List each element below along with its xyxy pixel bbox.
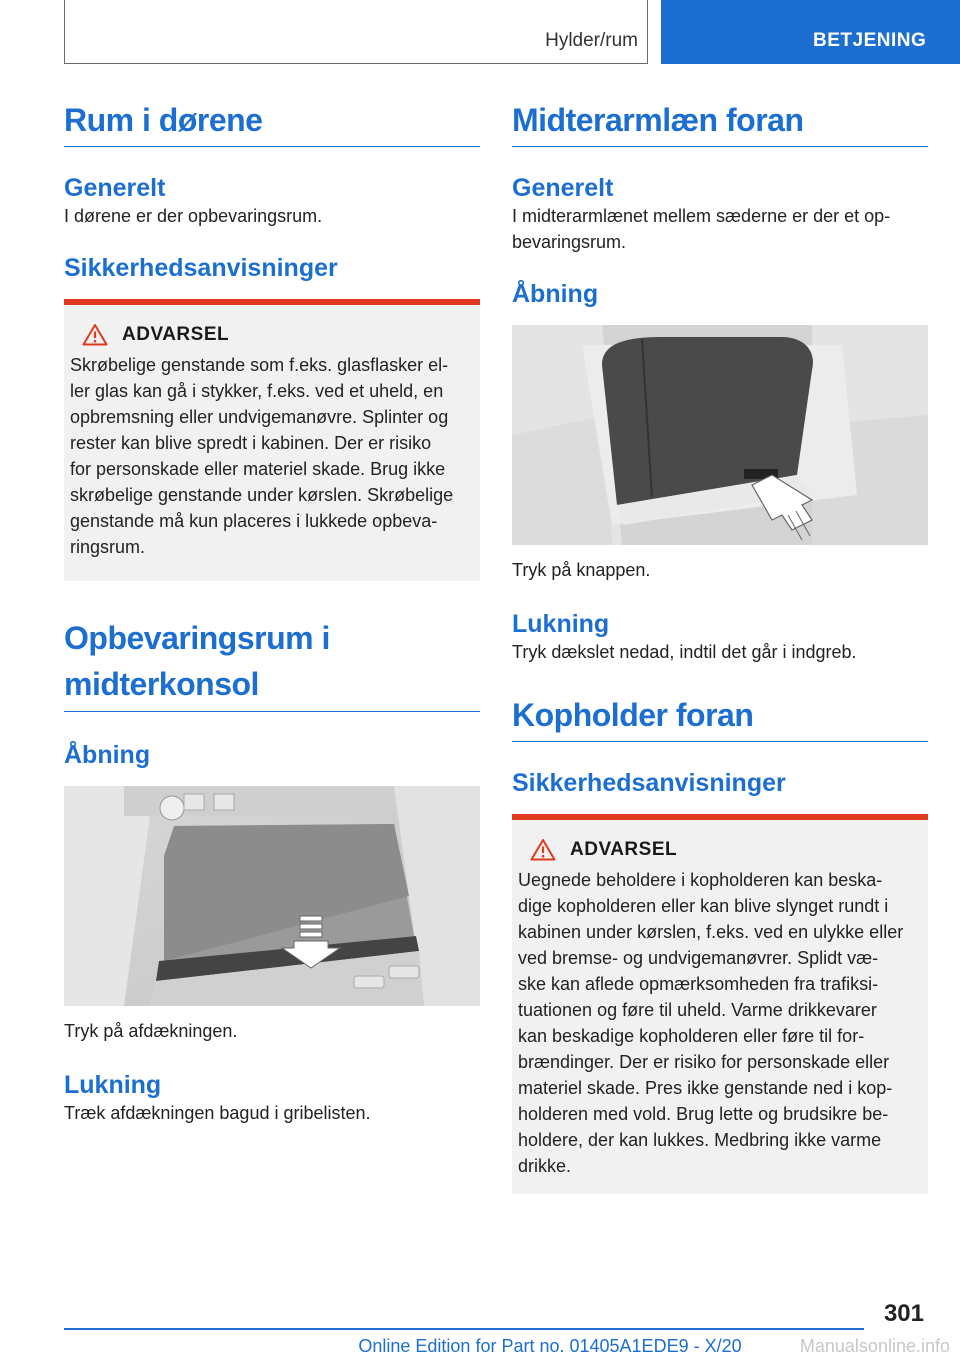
warning-line: ringsrum. (70, 537, 146, 557)
center-console-illustration (64, 786, 480, 1006)
section-title-door-storage: Rum i dørene (64, 100, 480, 147)
warning-box (64, 299, 480, 581)
warning-line: ved bremse- og undvigemanøvrer. Splidt væ- (518, 948, 879, 968)
heading-closing: Lukning (512, 610, 610, 638)
warning-line: kabinen under kørslen, f.eks. ved en ulykke eller (518, 922, 904, 942)
general-text-line: bevaringsrum. (512, 232, 627, 252)
page-number: 301 (883, 1300, 924, 1327)
armrest-illustration (512, 325, 928, 545)
warning-title: ADVARSEL (122, 323, 230, 345)
general-text: I dørene er der opbevaringsrum. (64, 206, 323, 226)
warning-line: dige kopholderen eller kan blive slynget rundt i (518, 896, 889, 916)
warning-line: Uegnede beholdere i kopholderen kan beska- (518, 870, 883, 890)
warning-line: ler glas kan gå i stykker, f.eks. ved et uheld, en (70, 381, 444, 401)
warning-line: Skrøbelige genstande som f.eks. glasflasker el- (70, 355, 449, 375)
warning-line: materiel skade. Pres ikke genstande ned i kop- (518, 1078, 893, 1098)
heading-general: Generelt (512, 174, 614, 202)
heading-general: Generelt (64, 174, 166, 202)
warning-title: ADVARSEL (570, 838, 678, 860)
warning-line: tuationen og føre til uheld. Varme drikkevarer (518, 1000, 877, 1020)
title-line: midterkonsol (64, 666, 259, 702)
warning-line: opbremsning eller undvigemanøvre. Splinter og (70, 407, 449, 427)
warning-line: drikke. (518, 1156, 572, 1176)
section-title-front-armrest: Midterarmlæn foran (512, 100, 928, 147)
footer-divider (64, 1328, 864, 1330)
warning-line: holdere, der kan lukkes. Medbring ikke varme (518, 1130, 882, 1150)
warning-line: holderen med vold. Brug lette og brudsikre be- (518, 1104, 889, 1124)
warning-line: kan beskadige kopholderen eller føre til for- (518, 1026, 865, 1046)
closing-text: Tryk dækslet nedad, indtil det går i indgreb. (512, 642, 857, 662)
heading-opening: Åbning (64, 741, 151, 769)
console-cover-image (64, 786, 480, 1006)
closing-text: Træk afdækningen bagud i gribelisten. (64, 1103, 371, 1123)
heading-opening: Åbning (512, 280, 599, 308)
warning-line: genstande må kun placeres i lukkede opbeva- (70, 511, 438, 531)
warning-box (512, 814, 928, 1194)
general-text-line: I midterarmlænet mellem sæderne er der et op- (512, 206, 891, 226)
warning-triangle-icon (82, 323, 108, 346)
right-column (512, 100, 928, 1194)
section-title-center-console (64, 615, 480, 712)
warning-line: ske kan aflede opmærksomheden fra trafiksi- (518, 974, 879, 994)
header-section-title: Hylder/rum (545, 30, 638, 51)
armrest-image (512, 325, 928, 545)
opening-caption: Tryk på afdækningen. (64, 1021, 238, 1041)
warning-line: brændinger. Der er risiko for personskade eller (518, 1052, 890, 1072)
watermark-text: Manualsonline.info (799, 1336, 950, 1356)
warning-line: rester kan blive spredt i kabinen. Der er risiko (70, 433, 432, 453)
warning-line: for personskade eller materiel skade. Brug ikke (70, 459, 446, 479)
left-column (64, 100, 480, 1126)
heading-safety: Sikkerhedsanvisninger (64, 254, 338, 282)
heading-safety: Sikkerhedsanvisninger (512, 769, 786, 797)
warning-header (70, 323, 474, 346)
header-chapter-tab: BETJENING (661, 0, 960, 64)
warning-line: skrøbelige genstande under kørslen. Skrøbelige (70, 485, 454, 505)
heading-closing: Lukning (64, 1071, 162, 1099)
opening-caption: Tryk på knappen. (512, 560, 651, 580)
title-line: Opbevaringsrum i (64, 620, 330, 656)
section-title-cup-holder: Kopholder foran (512, 695, 928, 742)
warning-header (518, 838, 922, 861)
warning-triangle-icon (530, 838, 556, 861)
edition-text: Online Edition for Part no. 01405A1EDE9 - X/20 (358, 1336, 742, 1356)
